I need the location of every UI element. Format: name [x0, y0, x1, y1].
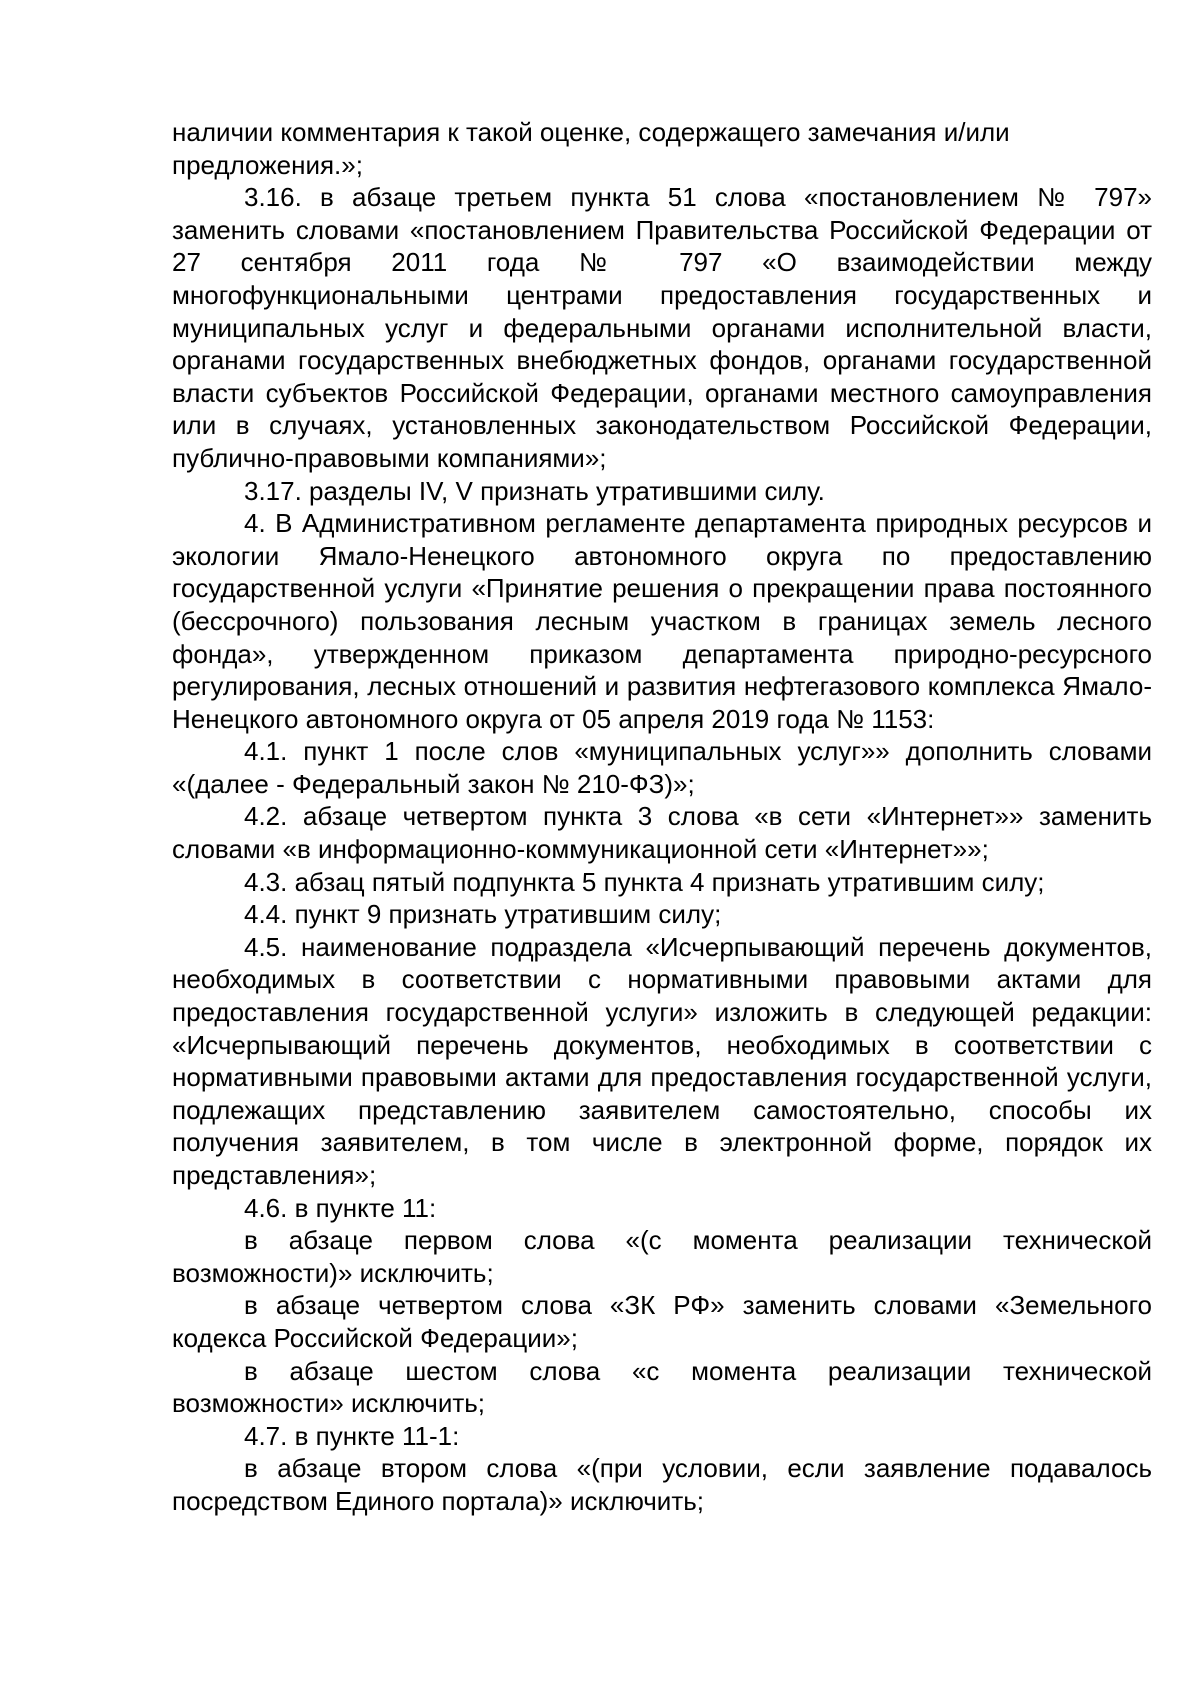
paragraph-4-6-first: в абзаце первом слова «(с момента реализации технической возможности)» исключить;: [172, 1225, 1152, 1288]
document-body: [172, 116, 1152, 1518]
paragraph-4-7: 4.7. в пункте 11-1:: [244, 1420, 460, 1451]
paragraph-4-6-sixth: в абзаце шестом слова «с момента реализации технической возможности» исключить;: [172, 1355, 1152, 1419]
paragraph-3-17: 3.17. разделы IV, V признать утратившими силу.: [244, 475, 825, 506]
paragraph-4-6-fourth: в абзаце четвертом слова «ЗК РФ» заменить словами «Земельного кодекса Российской Федерации»;: [172, 1290, 1152, 1353]
paragraph-continuation: наличии комментария к такой оценке, содержащего замечания и/или предложения.»;: [172, 117, 1010, 180]
paragraph-4-3: 4.3. абзац пятый подпункта 5 пункта 4 признать утратившим силу;: [244, 866, 1045, 897]
paragraph-4-2: 4.2. абзаце четвертом пункта 3 слова «в сети «Интернет»» заменить словами «в информационно-коммуникационной сети «Интернет»»;: [172, 801, 1152, 865]
paragraph-4-4: 4.4. пункт 9 признать утратившим силу;: [244, 899, 722, 930]
paragraph-4-5: 4.5. наименование подраздела «Исчерпывающий перечень документов, необходимых в соответствии с нормативными правовыми актами для предоставления государственной услуги» изложить в следующей редакции: «Исчерпывающий перечень документов, необходимых в соответствии с нормативными правовыми актами для предоставления государственной услуги, подлежащих представлению заявителем самостоятельно, способы их получения заявителем, в том числе в электронной форме, порядок их представления»;: [172, 931, 1152, 1190]
paragraph-4: 4. В Административном регламенте департамента природных ресурсов и экологии Ямало-Ненецкого автономного округа по предоставлению государственной услуги «Принятие решения о прекращении права постоянного (бессрочного) пользования лесным участком в границах земель лесного фонда», утвержденном приказом департамента природно-ресурсного регулирования, лесных отношений и развития нефтегазового комплекса Ямало-Ненецкого автономного округа от 05 апреля 2019 года № 1153:: [172, 508, 1152, 734]
paragraph-4-1: 4.1. пункт 1 после слов «муниципальных услуг»» дополнить словами «(далее - Федеральный закон № 210-ФЗ)»;: [172, 736, 1152, 799]
paragraph-4-7-second: в абзаце втором слова «(при условии, если заявление подавалось посредством Единого портала)» исключить;: [172, 1453, 1152, 1516]
paragraph-3-16: 3.16. в абзаце третьем пункта 51 слова «постановлением № 797» заменить словами «постановлением Правительства Российской Федерации от 27 сентября 2011 года № 797 «О взаимодействии между многофункциональными центрами предоставления государственных и муниципальных услуг и федеральными органами исполнительной власти, органами государственных внебюджетных фондов, органами государственной власти субъектов Российской Федерации, органами местного самоуправления или в случаях, установленных законодательством Российской Федерации, публично-правовыми компаниями»;: [172, 182, 1152, 473]
paragraph-4-6: 4.6. в пункте 11:: [244, 1192, 437, 1223]
